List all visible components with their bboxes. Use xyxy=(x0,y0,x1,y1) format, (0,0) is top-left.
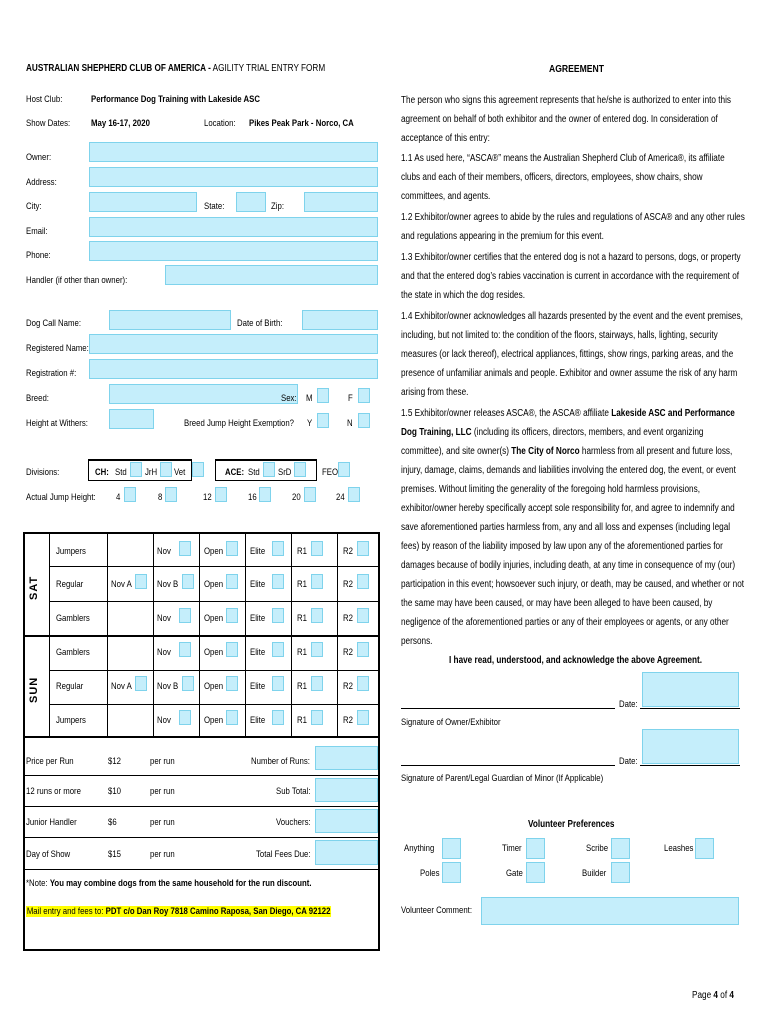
sat-label: SAT xyxy=(28,575,40,600)
table-row-line xyxy=(49,670,380,671)
phone-label: Phone: xyxy=(26,250,51,261)
mail-to-note: Mail entry and fees to: PDT c/o Dan Roy 7818 Camino Raposa, San Diego, CA 92122 xyxy=(26,906,331,917)
sat-row-elite: Elite xyxy=(250,613,266,624)
sun-gamblers-nov-checkbox[interactable] xyxy=(179,642,191,657)
sub-total-field[interactable] xyxy=(315,778,378,802)
owner-label: Owner: xyxy=(26,152,52,163)
sub-total-label: Sub Total: xyxy=(276,786,311,797)
sun-row-r1: R1 xyxy=(297,715,307,726)
sat-row-open: Open xyxy=(204,546,224,557)
sun-row-elite: Elite xyxy=(250,647,266,658)
table-col-line xyxy=(107,532,108,738)
jump-16-label: 16 xyxy=(248,492,257,503)
volunteer-leashes-checkbox[interactable] xyxy=(695,838,714,859)
guardian-date-field[interactable] xyxy=(642,729,739,764)
sat-row-r2: R2 xyxy=(343,546,353,557)
total-fees-label: Total Fees Due: xyxy=(256,849,311,860)
sat-jumpers-elite-checkbox[interactable] xyxy=(272,541,284,556)
host-club-label: Host Club: xyxy=(26,94,63,105)
call-name-label: Dog Call Name: xyxy=(26,318,81,329)
number-of-runs-label: Number of Runs: xyxy=(251,756,310,767)
fee-label: 12 runs or more xyxy=(26,786,81,797)
exemption-no-label: N xyxy=(347,418,353,429)
number-of-runs-field[interactable] xyxy=(315,746,378,770)
address-label: Address: xyxy=(26,177,57,188)
fees-row-line xyxy=(23,806,380,807)
sat-row-class: Regular xyxy=(56,579,84,590)
sat-regular-elite-checkbox[interactable] xyxy=(272,574,284,589)
sun-regular-elite-checkbox[interactable] xyxy=(272,676,284,691)
sun-row-r2: R2 xyxy=(343,715,353,726)
sat-row-nova: Nov A xyxy=(111,579,132,590)
guardian-date-label: Date: xyxy=(619,756,638,767)
zip-label: Zip: xyxy=(271,201,284,212)
sat-regular-novb-checkbox[interactable] xyxy=(182,574,194,589)
fee-unit: per run xyxy=(150,786,175,797)
fee-price: $12 xyxy=(108,756,122,767)
owner-signature-label: Signature of Owner/Exhibitor xyxy=(401,717,501,728)
sat-row-novb: Nov B xyxy=(157,579,179,590)
state-label: State: xyxy=(204,201,225,212)
sun-row-open: Open xyxy=(204,681,224,692)
location-label: Location: xyxy=(204,118,236,129)
jump-4-checkbox[interactable] xyxy=(124,487,136,502)
reg-num-field[interactable] xyxy=(89,359,378,379)
ace-label: ACE: xyxy=(225,467,245,478)
jump-24-checkbox[interactable] xyxy=(348,487,360,502)
form-title: AUSTRALIAN SHEPHERD CLUB OF AMERICA - AGILITY TRIAL ENTRY FORM xyxy=(26,63,326,74)
exemption-no-checkbox[interactable] xyxy=(358,413,370,428)
jump-12-label: 12 xyxy=(203,492,212,503)
sat-row-class: Jumpers xyxy=(56,546,86,557)
guardian-signature-label: Signature of Parent/Legal Guardian of Minor (If Applicable) xyxy=(401,773,604,784)
sun-jumpers-elite-checkbox[interactable] xyxy=(272,710,284,725)
feo-label: FEO xyxy=(322,467,339,478)
fee-label: Junior Handler xyxy=(26,817,77,828)
sun-gamblers-elite-checkbox[interactable] xyxy=(272,642,284,657)
fee-label: Price per Run xyxy=(26,756,74,767)
sex-m-label: M xyxy=(306,393,313,404)
table-col-line xyxy=(291,532,292,738)
sat-regular-nova-checkbox[interactable] xyxy=(135,574,147,589)
volunteer-anything-label: Anything xyxy=(404,843,435,854)
sun-row-open: Open xyxy=(204,715,224,726)
sun-row-open: Open xyxy=(204,647,224,658)
fee-price: $10 xyxy=(108,786,122,797)
sun-jumpers-r2-checkbox[interactable] xyxy=(357,710,369,725)
sat-regular-r1-checkbox[interactable] xyxy=(311,574,323,589)
discount-note: *Note: You may combine dogs from the same household for the run discount. xyxy=(26,878,312,889)
owner-date-field[interactable] xyxy=(642,672,739,707)
fee-price: $15 xyxy=(108,849,122,860)
sat-jumpers-r2-checkbox[interactable] xyxy=(357,541,369,556)
table-col-line xyxy=(245,532,246,738)
sat-row-elite: Elite xyxy=(250,579,266,590)
sun-row-elite: Elite xyxy=(250,715,266,726)
owner-signature-line[interactable] xyxy=(401,708,615,709)
jump-4-label: 4 xyxy=(116,492,121,503)
email-field[interactable] xyxy=(89,217,378,237)
sat-gamblers-nov-checkbox[interactable] xyxy=(179,608,191,623)
sun-gamblers-r1-checkbox[interactable] xyxy=(311,642,323,657)
sun-regular-r1-checkbox[interactable] xyxy=(311,676,323,691)
ch-std-label: Std xyxy=(115,467,127,478)
email-label: Email: xyxy=(26,226,48,237)
sun-row-r2: R2 xyxy=(343,647,353,658)
sat-regular-open-checkbox[interactable] xyxy=(226,574,238,589)
address-field[interactable] xyxy=(89,167,378,187)
ace-std-checkbox[interactable] xyxy=(263,462,275,477)
volunteer-comment-field[interactable] xyxy=(481,897,739,925)
table-col-line xyxy=(337,532,338,738)
sat-row-open: Open xyxy=(204,613,224,624)
volunteer-builder-checkbox[interactable] xyxy=(611,862,630,883)
sat-row-class: Gamblers xyxy=(56,613,90,624)
table-col-line xyxy=(153,532,154,738)
phone-field[interactable] xyxy=(89,241,378,261)
ace-std-label: Std xyxy=(248,467,260,478)
fee-price: $6 xyxy=(108,817,117,828)
sun-row-r1: R1 xyxy=(297,681,307,692)
volunteer-title: Volunteer Preferences xyxy=(528,819,615,830)
breed-field[interactable] xyxy=(109,384,298,404)
city-field[interactable] xyxy=(89,192,197,212)
ch-jrh-checkbox[interactable] xyxy=(160,462,172,477)
sun-row-nov: Nov xyxy=(157,715,171,726)
sun-regular-open-checkbox[interactable] xyxy=(226,676,238,691)
guardian-date-line xyxy=(640,765,740,766)
ch-vet-checkbox[interactable] xyxy=(192,462,204,477)
sun-row-class: Gamblers xyxy=(56,647,90,658)
owner-date-label: Date: xyxy=(619,699,638,710)
jump-12-checkbox[interactable] xyxy=(215,487,227,502)
zip-field[interactable] xyxy=(304,192,378,212)
volunteer-poles-checkbox[interactable] xyxy=(442,862,461,883)
acknowledge-statement: I have read, understood, and acknowledge the above Agreement. xyxy=(449,655,703,666)
volunteer-gate-checkbox[interactable] xyxy=(526,862,545,883)
sun-gamblers-r2-checkbox[interactable] xyxy=(357,642,369,657)
volunteer-timer-label: Timer xyxy=(502,843,522,854)
sat-jumpers-nov-checkbox[interactable] xyxy=(179,541,191,556)
jump-16-checkbox[interactable] xyxy=(259,487,271,502)
table-row-line xyxy=(49,566,380,567)
handler-label: Handler (if other than owner): xyxy=(26,275,128,286)
owner-date-line xyxy=(640,708,740,709)
sun-row-nova: Nov A xyxy=(111,681,132,692)
sun-gamblers-open-checkbox[interactable] xyxy=(226,642,238,657)
sex-f-checkbox[interactable] xyxy=(358,388,370,403)
sat-row-r1: R1 xyxy=(297,546,307,557)
dob-field[interactable] xyxy=(302,310,378,330)
reg-name-field[interactable] xyxy=(89,334,378,354)
ch-vet-label: Vet xyxy=(174,467,186,478)
sat-row-r1: R1 xyxy=(297,613,307,624)
agreement-clause-1-2: 1.2 Exhibitor/owner agrees to abide by the rules and regulations of ASCA® and any other rules and regulations appearing in the premium for this event. xyxy=(401,212,745,242)
sat-row-elite: Elite xyxy=(250,546,266,557)
exemption-yes-checkbox[interactable] xyxy=(317,413,329,428)
sun-row-elite: Elite xyxy=(250,681,266,692)
sun-label: SUN xyxy=(28,676,40,703)
sat-sun-divider xyxy=(23,635,380,637)
height-field[interactable] xyxy=(109,409,154,429)
page-number: Page 4 of 4 xyxy=(692,990,734,1001)
sun-row-nov: Nov xyxy=(157,647,171,658)
feo-checkbox[interactable] xyxy=(338,462,350,477)
volunteer-leashes-label: Leashes xyxy=(664,843,694,854)
height-label: Height at Withers: xyxy=(26,418,88,429)
agreement-clause-1-1: 1.1 As used here, “ASCA®” means the Australian Shepherd Club of America®, its affiliate clubs and each of their members, officers, directors, employees, show chairs, show committees, and agents. xyxy=(401,153,725,202)
sat-row-nov: Nov xyxy=(157,613,171,624)
dob-label: Date of Birth: xyxy=(237,318,283,329)
sun-row-class: Regular xyxy=(56,681,84,692)
sex-label: Sex: xyxy=(281,393,297,404)
city-label: City: xyxy=(26,201,42,212)
agreement-intro: The person who signs this agreement represents that he/she is authorized to enter into this agreement on behalf of both exhibitor and the owner of entered dog. In consideration of acceptance of this entry: xyxy=(401,95,732,144)
breed-label: Breed: xyxy=(26,393,49,404)
sat-jumpers-open-checkbox[interactable] xyxy=(226,541,238,556)
sat-regular-r2-checkbox[interactable] xyxy=(357,574,369,589)
exemption-label: Breed Jump Height Exemption? xyxy=(184,418,294,429)
volunteer-gate-label: Gate xyxy=(506,868,523,879)
volunteer-scribe-checkbox[interactable] xyxy=(611,838,630,859)
location-value: Pikes Peak Park - Norco, CA xyxy=(249,118,354,129)
ch-label: CH: xyxy=(95,467,109,478)
agreement-clause-1-3: 1.3 Exhibitor/owner certifies that the entered dog is not a hazard to persons, dogs, or property and that the entered dog’s rabies vaccination is current in accordance with the requirement of the state in which the dog resides. xyxy=(401,252,741,301)
table-col-line xyxy=(199,532,200,738)
sun-row-r1: R1 xyxy=(297,647,307,658)
sun-jumpers-nov-checkbox[interactable] xyxy=(179,710,191,725)
divisions-label: Divisions: xyxy=(26,467,60,478)
volunteer-poles-label: Poles xyxy=(420,868,440,879)
fee-unit: per run xyxy=(150,849,175,860)
sat-gamblers-r1-checkbox[interactable] xyxy=(311,608,323,623)
show-dates-value: May 16-17, 2020 xyxy=(91,118,150,129)
agreement-clause-1-4: 1.4 Exhibitor/owner acknowledges all hazards presented by the event and the event premises, including, but not limited to: the condition of the floors, stairways, halls, lighting, security measures (or lack thereof), electrical appliances, fittings, show rings, parking areas, and the presence of unfamiliar animals and people. Exhibitor and owner assume the risk of any harm arising from these. xyxy=(401,311,743,398)
exemption-yes-label: Y xyxy=(307,418,313,429)
total-fees-field[interactable] xyxy=(315,840,378,865)
call-name-field[interactable] xyxy=(109,310,231,330)
sun-regular-novb-checkbox[interactable] xyxy=(182,676,194,691)
jump-20-checkbox[interactable] xyxy=(304,487,316,502)
ace-srd-label: SrD xyxy=(278,467,292,478)
owner-field[interactable] xyxy=(89,142,378,162)
guardian-signature-line[interactable] xyxy=(401,765,615,766)
table-row-line xyxy=(49,601,380,602)
jump-height-label: Actual Jump Height: xyxy=(26,492,96,503)
sun-jumpers-open-checkbox[interactable] xyxy=(226,710,238,725)
table-col-line xyxy=(49,532,50,738)
fee-unit: per run xyxy=(150,817,175,828)
table-row-line xyxy=(49,704,380,705)
vouchers-field[interactable] xyxy=(315,809,378,833)
sex-m-checkbox[interactable] xyxy=(317,388,329,403)
fee-unit: per run xyxy=(150,756,175,767)
sun-jumpers-r1-checkbox[interactable] xyxy=(311,710,323,725)
sun-row-novb: Nov B xyxy=(157,681,179,692)
volunteer-builder-label: Builder xyxy=(582,868,607,879)
fees-row-line xyxy=(23,775,380,776)
state-field[interactable] xyxy=(236,192,266,212)
vouchers-label: Vouchers: xyxy=(276,817,311,828)
sat-row-nov: Nov xyxy=(157,546,171,557)
sun-row-class: Jumpers xyxy=(56,715,86,726)
volunteer-scribe-label: Scribe xyxy=(586,843,609,854)
jump-8-label: 8 xyxy=(158,492,163,503)
sat-row-open: Open xyxy=(204,579,224,590)
sun-regular-r2-checkbox[interactable] xyxy=(357,676,369,691)
sun-row-r2: R2 xyxy=(343,681,353,692)
sat-gamblers-open-checkbox[interactable] xyxy=(226,608,238,623)
sat-gamblers-r2-checkbox[interactable] xyxy=(357,608,369,623)
fees-row-line xyxy=(23,869,380,870)
volunteer-timer-checkbox[interactable] xyxy=(526,838,545,859)
jump-24-label: 24 xyxy=(336,492,345,503)
ch-std-checkbox[interactable] xyxy=(130,462,142,477)
handler-field[interactable] xyxy=(165,265,378,285)
sat-row-r2: R2 xyxy=(343,613,353,624)
reg-name-label: Registered Name: xyxy=(26,343,89,354)
sat-jumpers-r1-checkbox[interactable] xyxy=(311,541,323,556)
sex-f-label: F xyxy=(348,393,353,404)
fees-row-line xyxy=(23,837,380,838)
show-dates-label: Show Dates: xyxy=(26,118,71,129)
agreement-title: AGREEMENT xyxy=(549,63,605,75)
ch-jrh-label: JrH xyxy=(145,467,158,478)
volunteer-comment-label: Volunteer Comment: xyxy=(401,905,473,916)
sat-gamblers-elite-checkbox[interactable] xyxy=(272,608,284,623)
reg-num-label: Registration #: xyxy=(26,368,77,379)
sun-regular-nova-checkbox[interactable] xyxy=(135,676,147,691)
sat-row-r2: R2 xyxy=(343,579,353,590)
ace-srd-checkbox[interactable] xyxy=(294,462,306,477)
sat-row-r1: R1 xyxy=(297,579,307,590)
agreement-clause-1-5: 1.5 Exhibitor/owner releases ASCA®, the ASCA® affiliate Lakeside ASC and Performance Dog Training, LLC (including its officers, directors, members, and event organizing committee), and site owner(s) The City of Norco harmless from all present and future loss, injury, damage, claims, demands and liabilities involving the entered dog, the event, or event premises. Without limiting the generality of the foregoing hold harmless provisions, exhibitor/owner hereby specifically accept sole responsibility for, and agree to indemnify and save aforementioned parties harmless from, any and all loss and expenses (including legal fees) by reason of the liability imposed by law upon any of the aforementioned parties for damages because of bodily injuries, including death, at any time in consequence of my (our) participation in this event; howsoever such injury, or death, may be caused, and whether or not the same may have been caused, or may have been alleged to have been caused, by negligence of the aforementioned parties or any of their employees or agents, or any other persons. xyxy=(401,408,745,647)
host-club-value: Performance Dog Training with Lakeside ASC xyxy=(91,94,260,105)
jump-8-checkbox[interactable] xyxy=(165,487,177,502)
jump-20-label: 20 xyxy=(292,492,301,503)
volunteer-anything-checkbox[interactable] xyxy=(442,838,461,859)
fee-label: Day of Show xyxy=(26,849,71,860)
